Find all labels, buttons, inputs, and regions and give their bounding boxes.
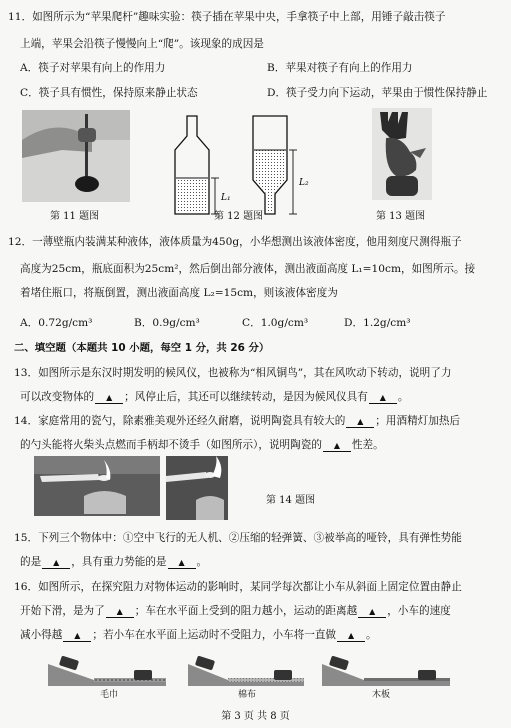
figure-11-photo <box>22 110 130 202</box>
label-l2: L₂ <box>299 178 309 188</box>
q13-line2 <box>20 392 408 404</box>
answer-blank[interactable]: ▲ <box>323 441 351 452</box>
ramp-wood <box>322 655 450 686</box>
caption-figure-12: 第 12 题图 <box>214 211 264 222</box>
q11-option-d: D．筷子受力向下运动，苹果由于惯性保持静止 <box>267 87 488 99</box>
q15-text-c: 。 <box>196 556 208 568</box>
label-l1: L₁ <box>221 193 231 203</box>
q15-line2 <box>20 557 207 569</box>
q13-line1: 13．如图所示是东汉时期发明的候风仪，也被称为“相风铜鸟”，其在风吹动下转动，说明了力 <box>14 367 452 379</box>
answer-blank[interactable]: ▲ <box>95 393 123 404</box>
q16-text-d: 减小得越 <box>20 629 63 641</box>
q14-line1 <box>14 416 460 428</box>
q11-option-a: A．筷子对苹果有向上的作用力 <box>20 62 166 74</box>
q16-line1: 16．如图所示，在探究阻力对物体运动的影响时，某同学每次都让小车从斜面上固定位置由静止 <box>14 581 462 593</box>
surface-label-towel: 毛巾 <box>100 690 119 700</box>
q14-text-b: ；用酒精灯加热后 <box>375 415 461 427</box>
bottle-upright <box>175 116 209 214</box>
q15-text-b: ，具有重力势能的是 <box>71 556 167 568</box>
surface-label-wood: 木板 <box>372 690 391 700</box>
q14-text-c: 的勺头能将火柴头点燃而手柄却不烫手（如图所示），说明陶瓷的 <box>20 439 322 451</box>
answer-blank[interactable]: ▲ <box>369 393 397 404</box>
q13-text-c: 。 <box>397 391 409 403</box>
q16-line2 <box>20 606 451 618</box>
figure-16-ramps <box>38 650 468 690</box>
spoon-heating-illustration <box>34 456 160 516</box>
q12-stem-line1: 12．一薄壁瓶内装满某种液体，液体质量为450g，小华想测出该液体密度，他用刻度尺测得瓶子 <box>8 236 462 248</box>
page-number-footer: 第 3 页 共 8 页 <box>221 711 290 722</box>
answer-blank[interactable]: ▲ <box>63 631 91 642</box>
q16-text-a: 开始下滑，是为了 <box>20 605 105 617</box>
q11-stem-line2: 上端，苹果会沿筷子慢慢向上“爬”。该现象的成因是 <box>20 38 264 50</box>
q16-text-b: ；车在水平面上受到的阻力越小，运动的距离越 <box>134 605 358 617</box>
caption-figure-13: 第 13 题图 <box>376 211 426 222</box>
surface-label-cotton: 棉布 <box>238 690 257 700</box>
bronze-bird-illustration <box>372 108 432 200</box>
q14-text-a: 14．家庭常用的瓷勺，除素雅美观外还经久耐磨，说明陶瓷具有较大的 <box>14 415 346 427</box>
figure-14-photo-right <box>166 456 228 520</box>
q16-text-f: 。 <box>366 629 377 641</box>
q16-text-c: ，小车的速度 <box>387 605 451 617</box>
apple-chopstick-illustration <box>22 110 130 202</box>
caption-figure-11: 第 11 题图 <box>50 211 100 222</box>
ramp-cotton <box>188 655 304 686</box>
answer-blank[interactable]: ▲ <box>358 607 386 618</box>
q15-line1: 15．下列三个物体中：①空中飞行的无人机、②压缩的轻弹簧、③被举高的哑铃，具有弹性势能 <box>14 532 462 544</box>
section-2-title: 二、填空题（本题共 10 小题，每空 1 分，共 26 分） <box>14 342 270 354</box>
caption-figure-14: 第 14 题图 <box>266 495 316 506</box>
q12-option-a: A．0.72g/cm³ <box>20 317 93 329</box>
answer-blank[interactable]: ▲ <box>346 417 374 428</box>
q12-stem-line3: 着堵住瓶口，将瓶倒置，测出液面高度 L₂=15cm，则该液体密度为 <box>20 287 338 299</box>
answer-blank[interactable]: ▲ <box>337 631 365 642</box>
answer-blank[interactable]: ▲ <box>42 558 70 569</box>
q12-option-b: B．0.9g/cm³ <box>134 317 200 329</box>
match-lighting-illustration <box>166 456 228 520</box>
answer-blank[interactable]: ▲ <box>106 607 134 618</box>
figure-14-photo-left <box>34 456 160 516</box>
q15-text-a: 的是 <box>20 556 42 568</box>
q12-stem-line2: 高度为25cm，瓶底面积为25cm²，然后倒出部分液体，测出液面高度 L₁=10cm，如图所示。接 <box>20 263 476 275</box>
figure-12-bottles <box>165 110 315 216</box>
q16-text-e: ；若小车在水平面上运动时不受阻力，小车将一直做 <box>92 629 337 641</box>
figure-13-photo <box>372 108 432 200</box>
q14-line2 <box>20 440 384 452</box>
q13-text-b: ；风停止后，其还可以继续转动，是因为候风仪具有 <box>124 391 368 403</box>
q16-line3 <box>20 630 377 642</box>
ramp-towel <box>48 655 166 686</box>
q12-option-c: C．1.0g/cm³ <box>242 317 309 329</box>
q11-stem-line1: 11．如图所示为“苹果爬杆”趣味实验：筷子插在苹果中央，手拿筷子中上部，用锤子敲击筷子 <box>8 11 446 23</box>
q14-text-d: 性差。 <box>351 439 384 451</box>
q13-text-a: 可以改变物体的 <box>20 391 95 403</box>
q12-option-d: D．1.2g/cm³ <box>344 317 411 329</box>
q11-option-c: C．筷子具有惯性，保持原来静止状态 <box>20 87 198 99</box>
answer-blank[interactable]: ▲ <box>168 558 196 569</box>
bottle-inverted <box>253 116 287 214</box>
q11-option-b: B．苹果对筷子有向上的作用力 <box>267 62 413 74</box>
